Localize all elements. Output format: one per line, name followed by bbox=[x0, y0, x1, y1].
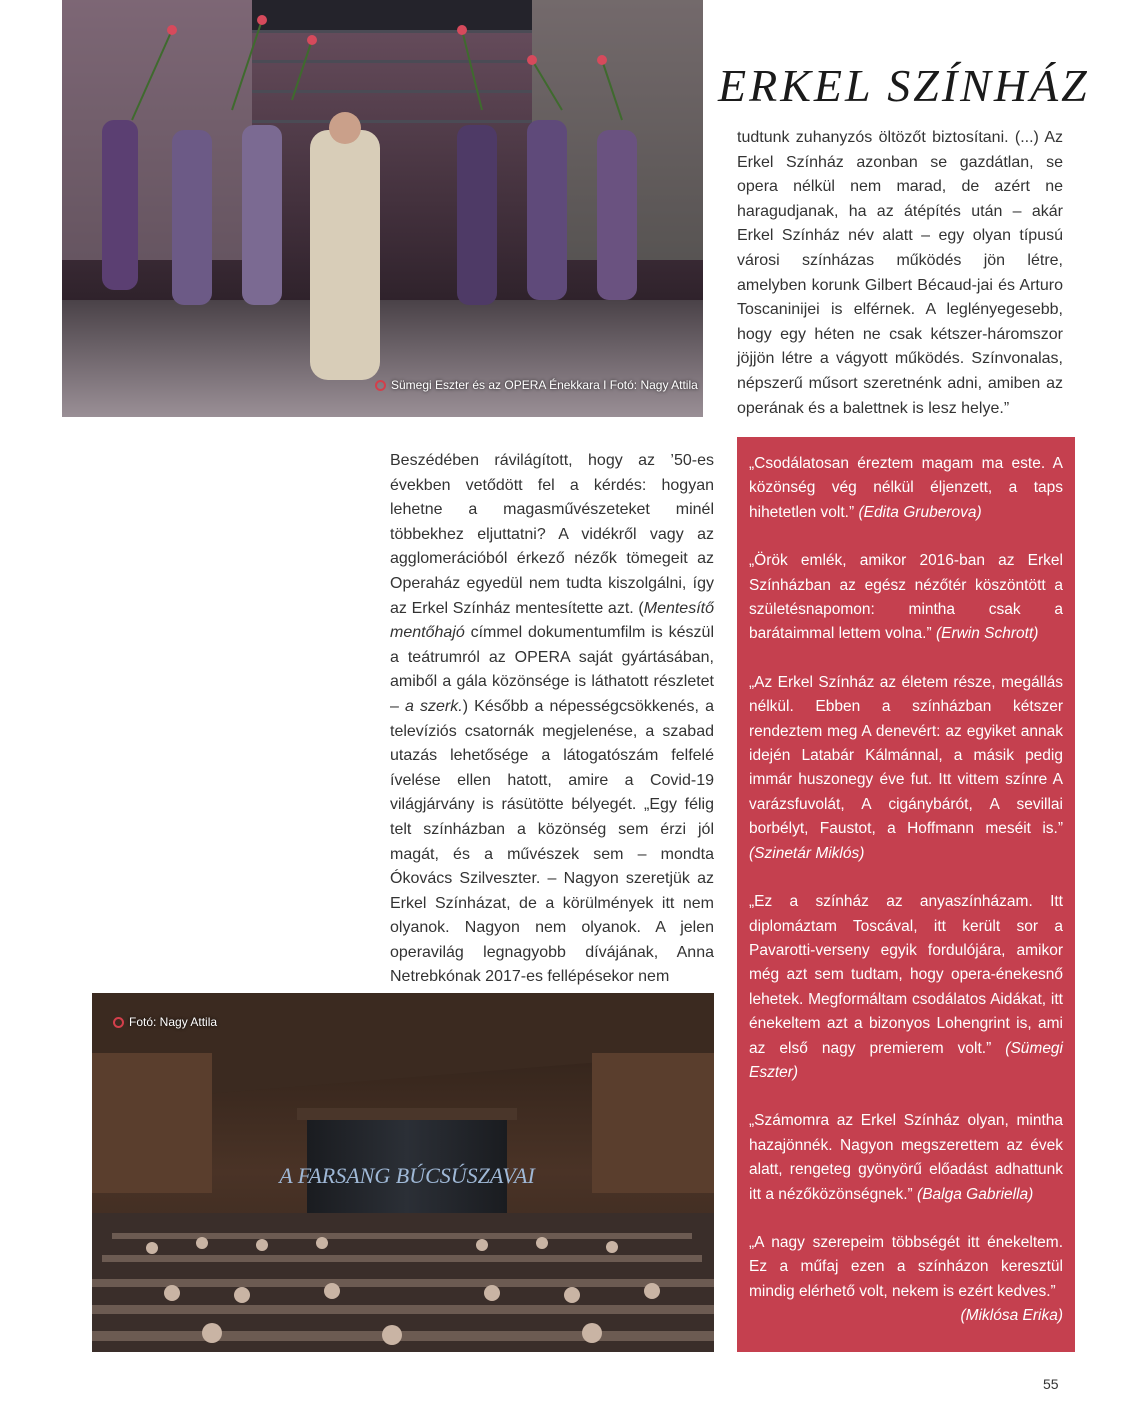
quote bbox=[749, 890, 1063, 1085]
quote bbox=[749, 1231, 1063, 1329]
article-column-middle bbox=[390, 449, 714, 990]
article-paragraph bbox=[390, 449, 714, 990]
caption-text: Fotó: Nagy Attila bbox=[129, 1015, 218, 1029]
quote bbox=[749, 671, 1063, 866]
quote-text: „Az Erkel Színház az életem része, megállás nélkül. Ebben a színházban kétszer rendeztem meg A denevért: az egyiket annak idején Latabár Kálmánnal, a másik pedig immár huszonegy éve fut. Itt vittem színre A varázsfuvolát, A cigánybárót, A sevillai borbélyt, Faustot, a Hoffmann meséit is.” bbox=[749, 673, 1063, 838]
quote-source: (Szinetár Miklós) bbox=[749, 844, 865, 862]
caption-marker-icon bbox=[375, 380, 386, 391]
quote-source: (Edita Gruberova) bbox=[858, 503, 982, 521]
article-paragraph: tudtunk zuhanyzós öltözőt biztosítani. (...) Az Erkel Színház azonban se gazdátlan, se opera nélkül nem marad, de azért ne haragudjanak, ha az átépítés után – akár Erkel Színház név alatt – egy olyan típusú városi színházas működés jön létre, amelyben korunk Gilbert Bécaud-jai és Arturo Toscaninijei is elférnek. A leglényegesebb, hogy egy héten ne csak kétszer-háromszor jöjjön létre a vágyott működés. Színvonalas, népszerű műsort szeretnénk adni, amiben az operának és a balettnek is lesz helye.” bbox=[737, 129, 1063, 417]
photo-caption bbox=[375, 378, 698, 392]
quote-text: „Örök emlék, amikor 2016-ban az Erkel Színházban az egész nézőtér köszöntött a születésnapomon: mintha csak a barátaimmal lettem volna.” bbox=[749, 552, 1063, 643]
quote bbox=[749, 549, 1063, 647]
text-run: ) Később a népességcsökkenés, a televíziós csatornák megjelenése, a szabad utazás lehetősége a látogatószám felfelé ívelése ellen hatott, amire a Covid-19 világjárvány is rásütötte bélyegét. „Egy félig telt színházban a közönség sem érzi jól magát, és a művészek sem – mondta Ókovács Szilveszter. – Nagyon szeretjük az Erkel Színházat, de a körülmények itt nem olyanok. Nagyon nem olyanok. A jelen operavilág legnagyobb dívájának, Anna Netrebkónak 2017-es fellépésekor nem bbox=[390, 697, 714, 986]
article-column-right bbox=[737, 126, 1063, 421]
quote-source: (Miklósa Erika) bbox=[960, 1307, 1063, 1325]
photo-caption bbox=[113, 1015, 217, 1029]
text-run: címmel dokumentumfilm is készül a teátrumról az OPERA saját gyártásában, amiből a gála közönsége is láthatott részletet – bbox=[390, 624, 714, 715]
quote-text: „Számomra az Erkel Színház olyan, mintha hazajönnék. Nagyon megszerettem az évek alatt, rengeteg gyönyörű előadást adhattunk itt a nézőközönségnek.” bbox=[749, 1112, 1063, 1203]
stage-sign: A FARSANG BÚCSÚSZAVAI bbox=[279, 1163, 535, 1188]
page-number: 55 bbox=[1043, 1376, 1059, 1392]
text-run: Beszédében rávilágított, hogy az ’50-es években vetődött fel a kérdés: hogyan lehetne a magasművészeteket minél többekhez eljuttatni? A vidékről vagy az agglomerációból érkező nézők tömegeit az Operaház egyedül nem tudta kiszolgálni, így az Erkel Színház mentesítette azt. ( bbox=[390, 452, 714, 617]
page-title: ERKEL SZÍNHÁZ bbox=[718, 60, 1090, 111]
quote-text: „Csodálatosan éreztem magam ma este. A közönség vég nélkül éljenzett, a taps hihetetlen volt.” bbox=[749, 455, 1063, 521]
stage-photo bbox=[62, 0, 703, 417]
quote bbox=[749, 1109, 1063, 1207]
auditorium-photo bbox=[92, 993, 714, 1352]
film-title: Mentesítő mentőhajó bbox=[390, 599, 714, 642]
quote-text: „Ez a színház az anyaszínházam. Itt diplomáztam Toscával, itt került sor a Pavarotti-verseny egyik fordulójára, amikor még azt sem tudtam, hogy opera-énekesnő lehetek. Megformáltam csodálatos Aidákat, itt énekeltem azt a bizonyos Lohengrint is, ami az első nagy premierem volt.” bbox=[749, 893, 1063, 1057]
caption-text: Sümegi Eszter és az OPERA Énekkara I Fotó: Nagy Attila bbox=[391, 378, 698, 392]
quote-text: „A nagy szerepeim többségét itt énekeltem. Ez a műfaj ezen a színházon keresztül mindig elérhető volt, nekem is ezért kedves.” bbox=[749, 1233, 1063, 1300]
quotes-box bbox=[737, 437, 1075, 1352]
quote-source: (Sümegi Eszter) bbox=[749, 1039, 1063, 1081]
quote-source: (Balga Gabriella) bbox=[917, 1185, 1034, 1203]
quote-source: (Erwin Schrott) bbox=[935, 625, 1039, 643]
editor-note: a szerk. bbox=[405, 697, 463, 715]
caption-marker-icon bbox=[113, 1017, 124, 1028]
quote bbox=[749, 452, 1063, 525]
